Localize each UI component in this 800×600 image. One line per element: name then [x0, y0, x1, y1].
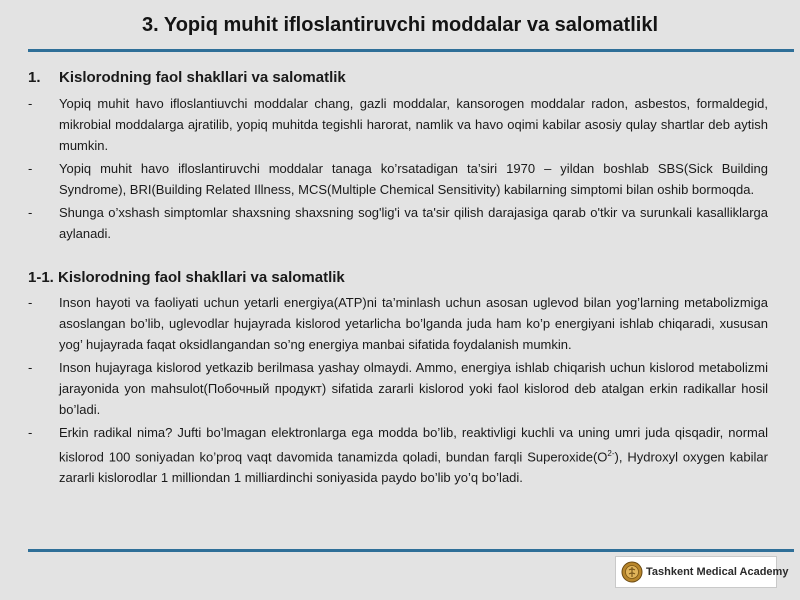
bullet-marker: -: [28, 161, 33, 176]
list-item: [28, 422, 768, 488]
bullet-marker: -: [28, 425, 33, 440]
bottom-divider: [28, 549, 794, 552]
bullet-text: Yopiq muhit havo ifloslantiruvchi moddalar tanaga ko’rsatadigan ta’siri 1970 – yildan boshlab SBS(Sick Building Syndrome), BRI(Building Related Illness, MCS(Multiple Chemical Sensitivity) kabilarning simptomi bilan oshib bormoqda.: [59, 161, 768, 197]
bullet-marker: -: [28, 96, 33, 111]
slide-content: [28, 68, 768, 490]
bullet-marker: -: [28, 360, 33, 375]
academy-logo: [615, 556, 789, 588]
top-divider: [28, 49, 794, 52]
list-item: [28, 158, 768, 200]
section-2-heading: [28, 268, 768, 288]
bullet-text: Inson hayoti va faoliyati uchun yetarli energiya(ATP)ni ta’minlash uchun asosan uglevod bilan yog’larning metabolizmiga asoslangan bo’lib, uglevodlar hujayrada kislorod yetarlicha bo’lganda juda ham ko’p energiyani ishlab chiqaradi, xususan yog’ hujayrada faqat oksidlangandan so’ng energiya manbai sifatida foydalanish mumkin.: [59, 295, 768, 352]
bullet-text: Shunga o’xshash simptomlar shaxsning shaxsning sog'lig'i va ta'sir qilish darajasiga qarab o'tkir va surunkali kasalliklarga aylanadi.: [59, 205, 768, 241]
section-2-heading-text: 1-1. Kislorodning faol shakllari va salomatlik: [28, 269, 345, 286]
list-item: [28, 202, 768, 244]
bullet-text: Yopiq muhit havo ifloslantiuvchi moddalar chang, gazli moddalar, kansorogen moddalar radon, asbestos, formaldegid, mikrobial moddalarga ajratilib, yopiq muhitda tegishli harorat, namlik va havo oqimi kabilar asosiy qulay shartlar deb aytish mumkin.: [59, 96, 768, 153]
section-1-heading: [28, 68, 768, 88]
bullet-text: Erkin radikal nima? Jufti bo’lmagan elektronlarga ega modda bo’lib, reaktivligi kuchli va uning umri juda qisqadir, normal kislorod 100 soniyadan ko’proq vaqt davomida tanamizda qoladi, bundan farqli $Superoxide(O^{2-})$, Hydroxyl oxygen kabilar zararli kislorodlar 1 milliondan 1 milliardinchi soniyasida paydo bo’lib yo’q bo’ladi.: [59, 425, 768, 486]
superscript-charge: 2-: [607, 449, 615, 458]
bullet-text: Inson hujayraga kislorod yetkazib berilmasa yashay olmaydi. Ammo, energiya ishlab chiqarish uchun kislorod metabolizmi jarayonida yon mahsulot(Побочный продукт) sifatida zararli kislorod yoki faol kislorod deb atalgan erkin radikallar hosil bo’ladi.: [59, 360, 768, 417]
academy-emblem-icon: [621, 561, 643, 583]
bullet-marker: -: [28, 295, 33, 310]
academy-logo-text: Tashkent Medical Academy: [646, 566, 789, 578]
section-1-heading-text: Kislorodning faol shakllari va salomatlik: [59, 69, 346, 86]
list-item: [28, 357, 768, 420]
slide-title: 3. Yopiq muhit ifloslantiruvchi moddalar va salomatlikl: [141, 14, 659, 36]
list-item: [28, 292, 768, 355]
list-item: [28, 93, 768, 156]
section-1-number: 1.: [28, 69, 41, 86]
bullet-marker: -: [28, 205, 33, 220]
